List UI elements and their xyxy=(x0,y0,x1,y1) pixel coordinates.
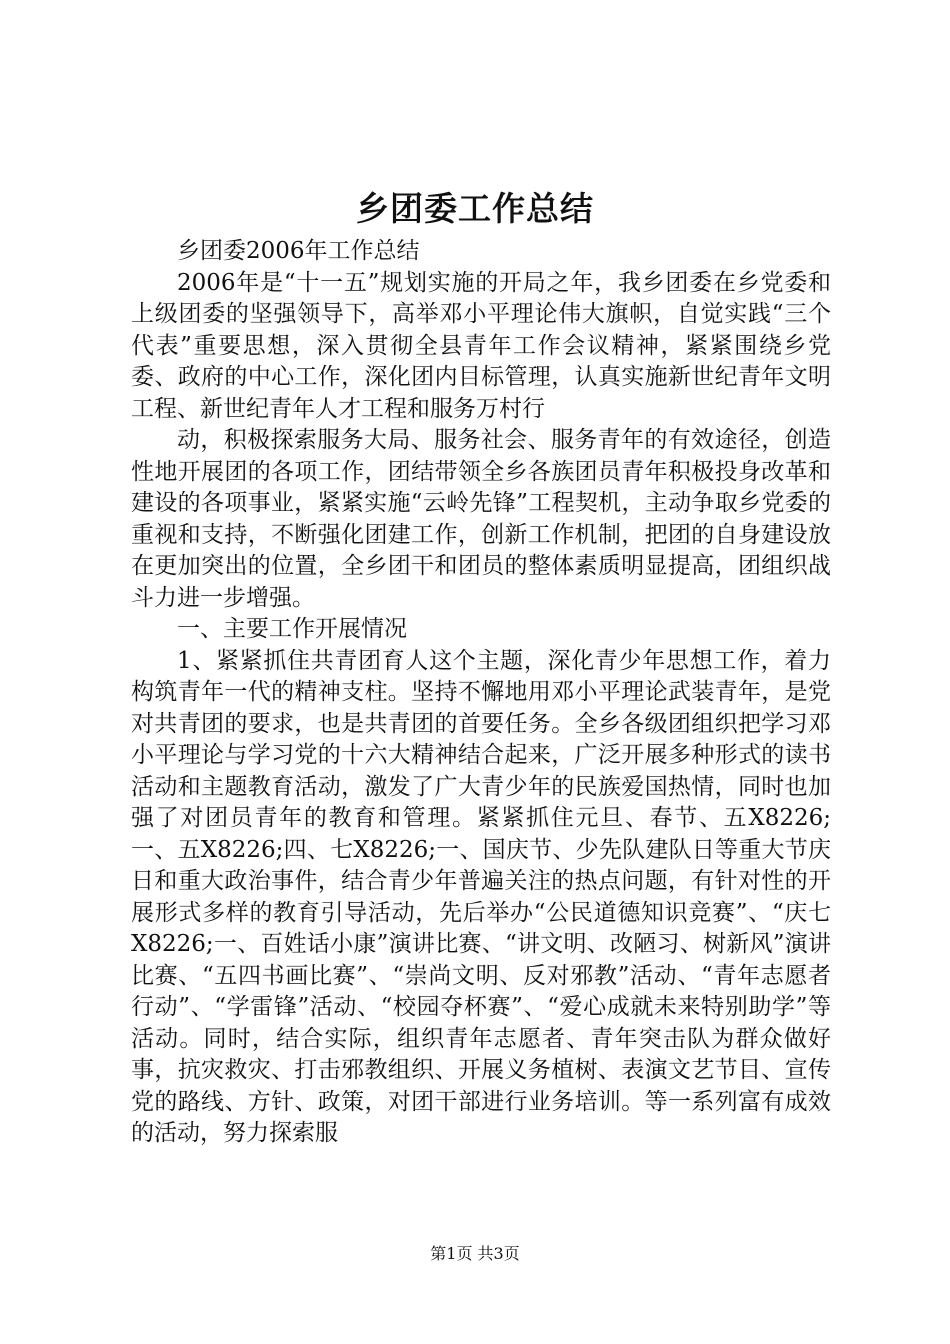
paragraph-intro: 2006年是“十一五”规划实施的开局之年，我乡团委在乡党委和上级团委的坚强领导下，高举邓小平理论伟大旗帜，自觉实践“三个代表”重要思想，深入贯彻全县青年工作会议精神，紧紧围绕乡党委、政府的中心工作，深化团内目标管理，认真实施新世纪青年文明工程、新世纪青年人才工程和服务万村行 xyxy=(131,269,831,422)
page-footer: 第1页 共3页 xyxy=(430,1244,520,1263)
document-title: 乡团委工作总结 xyxy=(356,189,594,228)
section-heading: 一、主要工作开展情况 xyxy=(177,616,407,642)
paragraph-item-1: 1、紧紧抓住共青团育人这个主题，深化青少年思想工作，着力构筑青年一代的精神支柱。坚持不懈地用邓小平理论武装青年，是党对共青团的要求，也是共青团的首要任务。全乡各级团组织把学习邓小平理论与学习党的十六大精神结合起来，广泛开展多种形式的读书活动和主题教育活动，激发了广大青少年的民族爱国热情，同时也加强了对团员青年的教育和管理。紧紧抓住元旦、春节、五X8226;一、五X8226;四、七X8226;一、国庆节、少先队建队日等重大节庆日和重大政治事件，结合青少年普遍关注的热点问题，有针对性的开展形式多样的教育引导活动，先后举办“公民道德知识竞赛”、“庆七X8226;一、百姓话小康”演讲比赛、“讲文明、改陋习、树新风”演讲比赛、“五四书画比赛”、“崇尚文明、反对邪教”活动、“青年志愿者行动”、“学雷锋”活动、“校园夺杯赛”、“爱心成就未来特别助学”等活动。同时，结合实际，组织青年志愿者、青年突击队为群众做好事，抗灾救灾、打击邪教组织、开展义务植树、表演文艺节目、宣传党的路线、方针、政策，对团干部进行业务培训。等一系列富有成效的活动，努力探索服 xyxy=(131,647,831,1146)
paragraph-intro-continued: 动，积极探索服务大局、服务社会、服务青年的有效途径，创造性地开展团的各项工作，团结带领全乡各族团员青年积极投身改革和建设的各项事业，紧紧实施“云岭先锋”工程契机，主动争取乡党委的重视和支持，不断强化团建工作，创新工作机制，把团的自身建设放在更加突出的位置，全乡团干和团员的整体素质明显提高，团组织战斗力进一步增强。 xyxy=(131,427,831,611)
paragraph-subtitle: 乡团委2006年工作总结 xyxy=(177,238,420,264)
document-body xyxy=(131,236,831,1150)
